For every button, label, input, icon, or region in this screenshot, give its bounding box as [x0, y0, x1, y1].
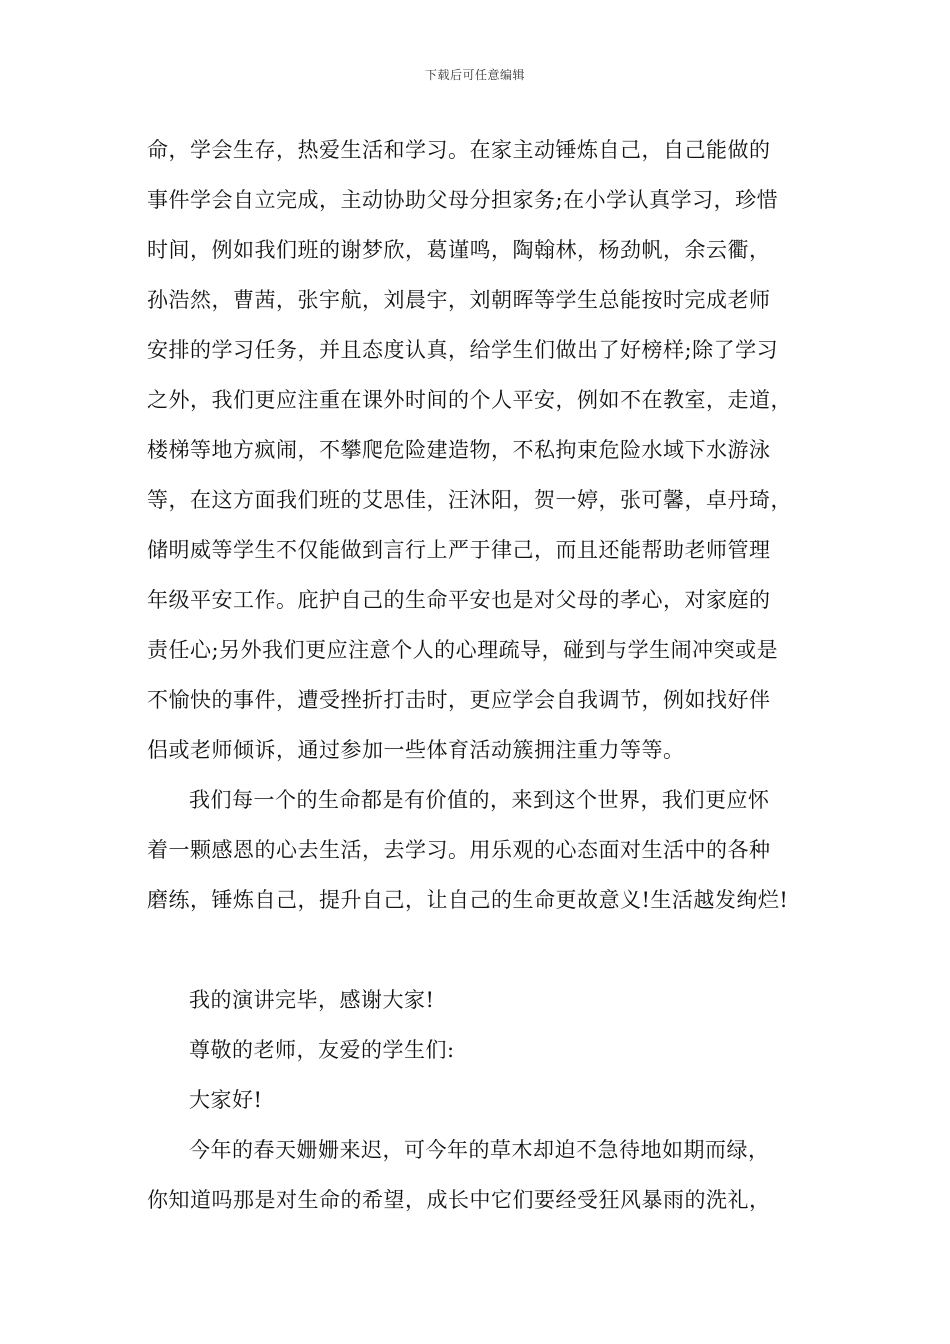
body-line: 储明威等学生不仅能做到言行上严于律己，而且还能帮助老师管理 [147, 538, 771, 562]
body-line: 时间，例如我们班的谢梦欣，葛谨鸣，陶翰林，杨劲帆，余云衢， [147, 238, 771, 262]
body-line: 着一颗感恩的心去生活，去学习。用乐观的心态面对生活中的各种 [147, 838, 771, 862]
body-line: 不愉快的事件，遭受挫折打击时，更应学会自我调节，例如找好伴 [147, 688, 771, 712]
body-line: 孙浩然，曹茜，张宇航，刘晨宇，刘朝晖等学生总能按时完成老师 [147, 288, 771, 312]
page-header: 下载后可任意编辑 [424, 68, 525, 82]
body-line: 侣或老师倾诉，通过参加一些体育活动簇拥注重力等等。 [147, 738, 685, 762]
body-line: 楼梯等地方疯闹，不攀爬危险建造物，不私拘束危险水域下水游泳 [147, 438, 771, 462]
body-line: 命，学会生存，热爱生活和学习。在家主动锤炼自己，自己能做的 [147, 138, 771, 162]
body-line: 年级平安工作。庇护自己的生命平安也是对父母的孝心，对家庭的 [147, 588, 771, 612]
body-line: 安排的学习任务，并且态度认真，给学生们做出了好榜样;除了学习 [147, 338, 779, 362]
body-line: 之外，我们更应注重在课外时间的个人平安，例如不在教室，走道， [147, 388, 792, 412]
body-line: 等，在这方面我们班的艾思佳，汪沐阳，贺一婷，张可馨，卓丹琦， [147, 488, 792, 512]
body-line: 事件学会自立完成，主动协助父母分担家务;在小学认真学习，珍惜 [147, 188, 779, 212]
body-line: 责任心;另外我们更应注意个人的心理疏导，碰到与学生闹冲突或是 [147, 638, 779, 662]
body-line: 磨练，锤炼自己，提升自己，让自己的生命更故意义!生活越发绚烂! [147, 888, 789, 912]
salutation-line: 尊敬的老师，友爱的学生们: [189, 1038, 455, 1062]
paragraph-first-line: 今年的春天姗姗来迟，可今年的草木却迫不急待地如期而绿， [189, 1138, 770, 1162]
body-line: 你知道吗那是对生命的希望，成长中它们要经受狂风暴雨的洗礼， [147, 1188, 771, 1212]
paragraph-first-line: 我们每一个的生命都是有价值的，来到这个世界，我们更应怀 [189, 788, 770, 812]
greeting-line: 大家好! [189, 1088, 263, 1112]
closing-line: 我的演讲完毕，感谢大家! [189, 988, 435, 1012]
